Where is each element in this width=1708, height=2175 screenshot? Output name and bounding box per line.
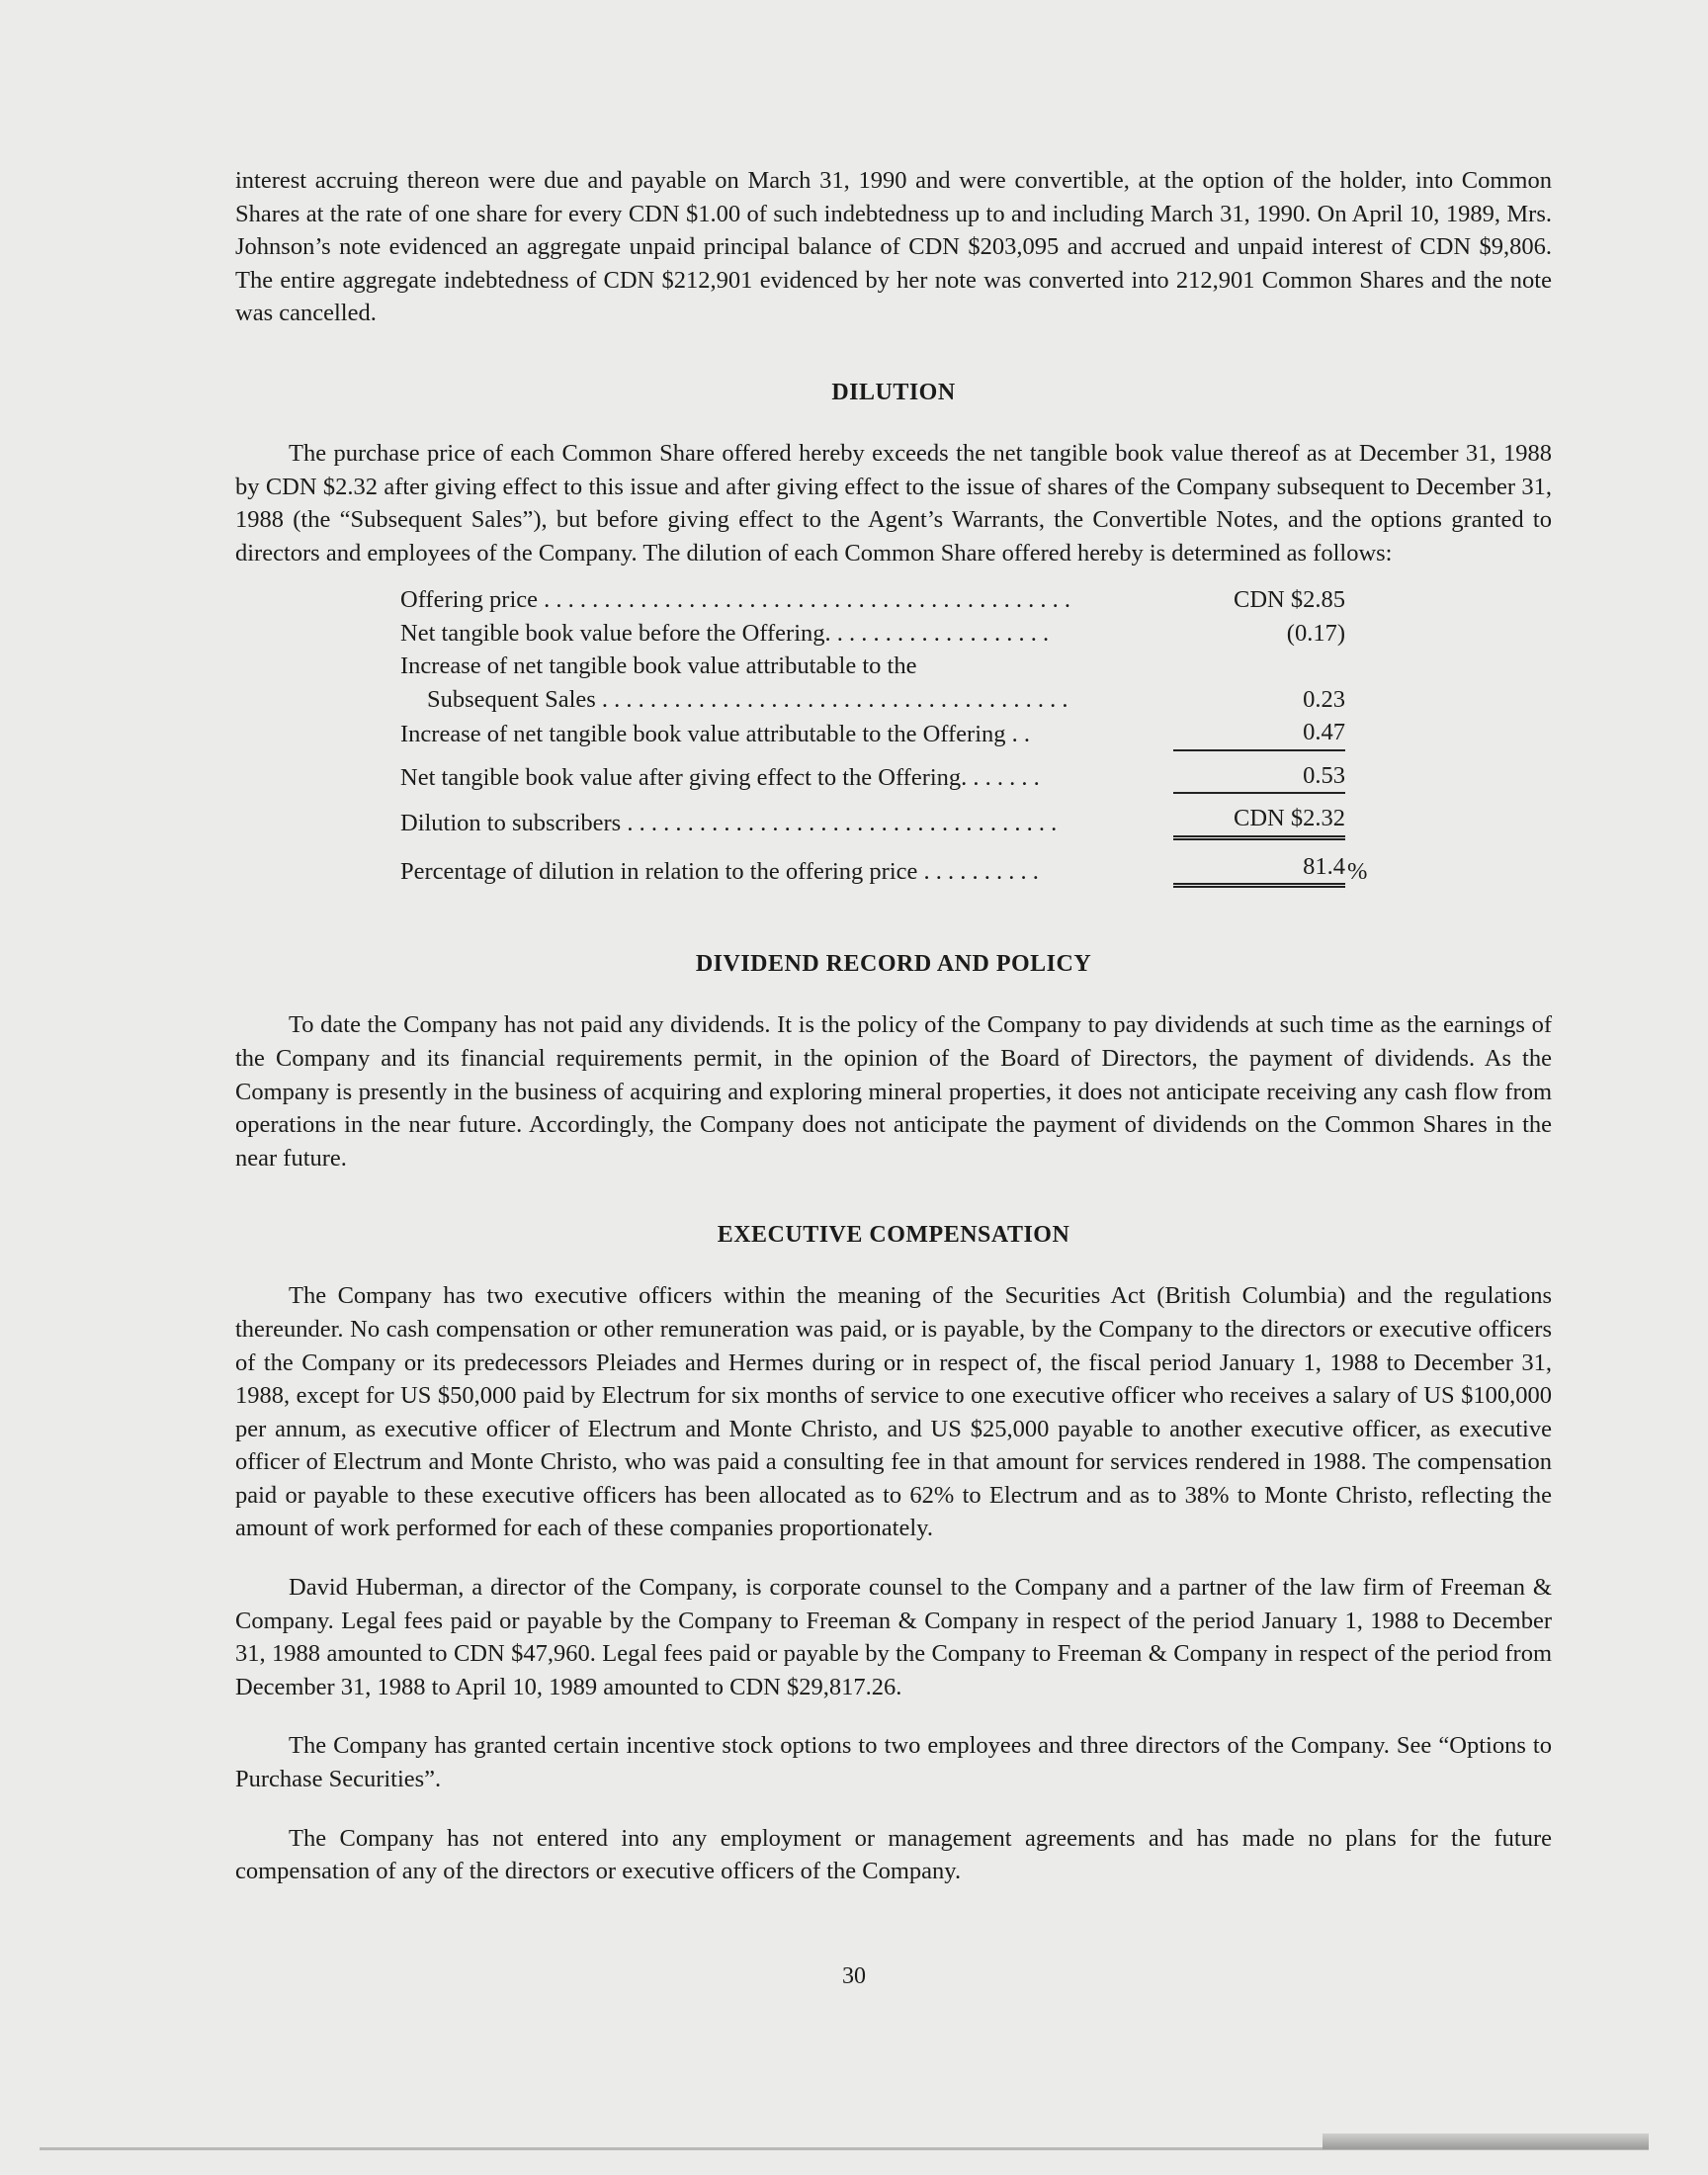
dilution-row-label: Percentage of dilution in relation to the offering price . . . . . . . . . . [400, 857, 1039, 885]
dilution-row [400, 850, 1409, 889]
dilution-row [400, 683, 1409, 717]
dilution-row-label: Subsequent Sales . . . . . . . . . . . . . . . . . . . . . . . . . . . . . . . . . . . . . . . [427, 685, 1068, 713]
dilution-row-label: Increase of net tangible book value attributable to the Offering . . [400, 721, 1030, 748]
executive-heading: EXECUTIVE COMPENSATION [717, 1222, 1070, 1249]
dilution-row-value: 0.23 [1303, 685, 1345, 713]
dilution-row-value: (0.17) [1286, 619, 1345, 647]
dilution-row [400, 650, 1409, 683]
dilution-row [400, 716, 1409, 751]
dilution-heading: DILUTION [831, 379, 956, 405]
dilution-row [400, 759, 1409, 795]
dividend-heading: DIVIDEND RECORD AND POLICY [695, 951, 1092, 978]
page-content [235, 164, 1552, 1888]
percent-sign: % [1347, 857, 1368, 885]
scan-edge-shadow [1323, 2133, 1649, 2149]
dilution-row-value: 0.47 [1173, 716, 1345, 751]
dilution-row [400, 802, 1409, 840]
dilution-row-label: Net tangible book value after giving effect to the Offering. . . . . . . [400, 763, 1040, 791]
dilution-row [400, 583, 1409, 617]
intro-paragraph: interest accruing thereon were due and payable on March 31, 1990 and were convertible, at the option of the holder, into Common Shares at the rate of one share for every CDN $1.00 of such indebtedness up to and including March 31, 1990. On April 10, 1989, Mrs. Johnson’s note evidenced an aggregate unpaid principal balance of CDN $203,095 and accrued and unpaid interest of CDN $9,806. The entire aggregate indebtedness of CDN $212,901 evidenced by her note was converted into 212,901 Common Shares and the note was cancelled. [235, 167, 1552, 327]
dilution-row-value: 0.53 [1173, 759, 1345, 795]
dilution-row [400, 617, 1409, 651]
dilution-row-label: Offering price . . . . . . . . . . . . . . . . . . . . . . . . . . . . . . . . . . . . . . . . . . . . [400, 586, 1070, 614]
executive-paragraph: The Company has granted certain incentive stock options to two employees and three directors of the Company. See “Options to Purchase Securities”. [235, 1732, 1552, 1793]
executive-paragraph: David Huberman, a director of the Company, is corporate counsel to the Company and a partner of the law firm of Freeman & Company. Legal fees paid or payable by the Company to Freeman & Company in respect of the period January 1, 1988 to December 31, 1988 amounted to CDN $47,960. Legal fees paid or payable by the Company to Freeman & Company in respect of the period from December 31, 1988 to April 10, 1989 amounted to CDN $29,817.26. [235, 1574, 1552, 1700]
dilution-row-label: Net tangible book value before the Offering. . . . . . . . . . . . . . . . . . . [400, 619, 1050, 647]
executive-paragraph: The Company has two executive officers within the meaning of the Securities Act (British Columbia) and the regulations thereunder. No cash compensation or other remuneration was paid, or is payable, by the Company to the directors or executive officers of the Company or its predecessors Pleiades and Hermes during or in respect of, the fiscal period January 1, 1988 to December 31, 1988, except for US $50,000 paid by Electrum for six months of service to one executive officer who receives a salary of US $100,000 per annum, as executive officer of Electrum and Monte Christo, and US $25,000 payable to another executive officer, as executive officer of Electrum and Monte Christo, who was paid a consulting fee in that amount for services rendered in 1988. The compensation paid or payable to these executive officers has been allocated as to 62% to Electrum and as to 38% to Monte Christo, reflecting the amount of work performed for each of these companies proportionately. [235, 1282, 1552, 1542]
executive-paragraph: The Company has not entered into any employment or management agreements and has made no plans for the future compensation of any of the directors or executive officers of the Company. [235, 1824, 1552, 1885]
dilution-row-value: CDN $2.32 [1173, 802, 1345, 840]
dividend-paragraph: To date the Company has not paid any dividends. It is the policy of the Company to pay dividends at such time as the earnings of the Company and its financial requirements permit, in the opinion of the Board of Directors, the payment of dividends. As the Company is presently in the business of acquiring and exploring mineral properties, it does not anticipate receiving any cash flow from operations in the near future. Accordingly, the Company does not anticipate the payment of dividends on the Common Shares in the near future. [235, 1011, 1552, 1172]
dilution-row-label: Dilution to subscribers . . . . . . . . . . . . . . . . . . . . . . . . . . . . . . . . . . . . [400, 810, 1058, 837]
dilution-row-label: Increase of net tangible book value attributable to the [400, 652, 917, 680]
dilution-table [400, 583, 1409, 888]
page-number: 30 [842, 1963, 866, 1989]
dilution-row-value: 81.4 [1173, 850, 1345, 889]
dilution-paragraph: The purchase price of each Common Share offered hereby exceeds the net tangible book value thereof as at December 31, 1988 by CDN $2.32 after giving effect to this issue and after giving effect to the issue of shares of the Company subsequent to December 31, 1988 (the “Subsequent Sales”), but before giving effect to the Agent’s Warrants, the Convertible Notes, and the options granted to directors and employees of the Company. The dilution of each Common Share offered hereby is determined as follows: [235, 439, 1552, 566]
dilution-row-value: CDN $2.85 [1234, 586, 1345, 614]
